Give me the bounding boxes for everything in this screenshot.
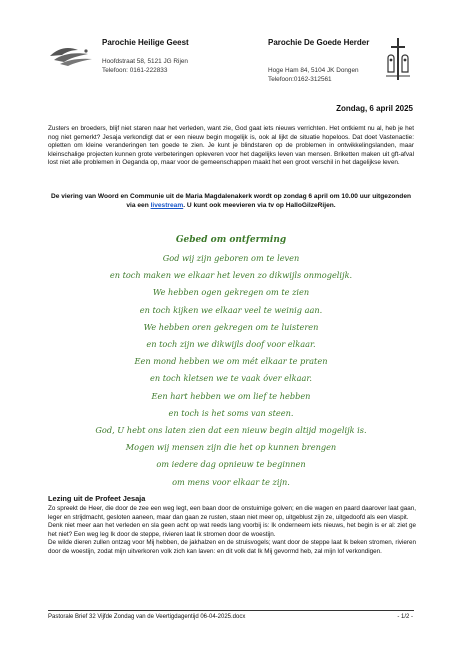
reading-paragraph: Zo spreekt de Heer, die door de zee een weg legt, een baan door de onstuimige golven; en die wagen en paard daarover laat gaan, leger en strijdmacht, gesloten aaneen, maar dan gaan ze rusten, staan niet meer op, uitgeblust zijn ze, uitgedoofd als een vlaspit. [48,505,416,521]
right-parish-phone: Telefoon:0162-312561 [268,76,332,83]
shepherd-cross-logo-icon [384,38,412,80]
prayer-title: Gebed om ontferming [175,235,287,245]
prayer-line: om iedere dag opnieuw te beginnen [156,459,306,470]
footer-filename: Pastorale Brief 32 Vijfde Zondag van de Veertigdagentijd 06-04-2025.docx [48,614,246,620]
reading-paragraph: Denk niet meer aan het verleden en sla geen acht op wat reeds lang voorbij is: Ik onderneem iets nieuws, het begin is er al: ziet ge het niet? Een weg leg Ik door de steppe, rivieren laat Ik stromen door de woestijn. [48,522,416,538]
reading-paragraph: De wilde dieren zullen ontzag voor Mij hebben, de jakhalzen en de struisvogels; want door de steppe laat Ik beken stromen, rivieren door de woestijn, zodat mijn uitverkoren volk zich kan laven: en dit volk dat Ik Mij gevormd heb, zal mijn lof verkondigen. [48,539,416,555]
right-parish-address: Hoge Ham 84, 5104 JK Dongen [268,67,359,74]
livestream-link[interactable]: livestream [150,201,184,209]
dove-logo-icon [48,42,94,68]
intro-text [48,125,414,168]
left-parish-phone: Telefoon: 0161-222833 [102,67,168,74]
prayer-line: God wij zijn geboren om te leven [162,253,300,263]
left-parish-address: Hoofdstraat 58, 5121 JG Rijen [102,58,188,65]
date-heading: Zondag, 6 april 2025 [336,104,413,113]
livestream-notice [48,193,414,211]
intro-paragraph: Zusters en broeders, blijf niet staren naar het verleden, want zie, God gaat iets nieuws verrichten. Het ontkiemt nu al, heb je het nog niet gemerkt? Jesaja verkondigt dat er een nieuw begin mogelijk is, ook al lijkt de situatie hopeloos. Dat doet Vastenactie: opletten om kleine veranderingen ten goede te zien. Je kunt je blindstaren op de problemen in ontwikkelingslanden, maar kleinschalige projecten kunnen grote verbeteringen opleveren voor het dagelijks leven van mensen. Briketten maken uit gft-afval lost niet alle problemen in Oeganda op, maar voor de gemeenschappen maakt het een groot verschil in het dagelijkse leven. [48,125,414,167]
prayer-line: en toch maken we elkaar het leven zo dikwijls onmogelijk. [109,270,353,281]
prayer-line: om mens voor elkaar te zijn. [172,476,290,487]
prayer-section [48,235,414,491]
notice-text-before: De viering van Woord en Communie uit de Maria Magdalenakerk wordt op zondag 6 april om 10.00 uur uitgezonden via een [50,193,412,209]
right-parish-title: Parochie De Goede Herder [268,38,370,47]
prayer-line: en toch kijken we elkaar veel te weinig aan. [139,304,323,315]
prayer-line: We hebben oren gekregen om te luisteren [143,321,319,332]
reading-title: Lezing uit de Profeet Jesaja [48,494,146,503]
footer-page-number: - 1/2 - [397,614,413,620]
prayer-line: Een mond hebben we om mét elkaar te praten [134,356,328,367]
reading-text [48,505,416,556]
prayer-line: God, U hebt ons laten zien dat een nieuw begin altijd mogelijk is. [95,425,367,436]
prayer-line: en toch zijn we dikwijls doof voor elkaar. [146,339,316,350]
prayer-line: en toch kletsen we te vaak óver elkaar. [150,373,312,384]
prayer-line: Mogen wij mensen zijn die het op kunnen brengen [125,442,337,453]
prayer-line: We hebben ogen gekregen om te zien [152,287,310,298]
prayer-line: Een hart hebben we om lief te hebben [151,390,311,401]
left-parish-title: Parochie Heilige Geest [102,38,189,47]
notice-text-after: . U kunt ook meevieren via tv op HalloGilzeRijen. [183,201,336,209]
footer-divider [48,610,414,611]
prayer-line: en toch is het soms van steen. [168,407,294,418]
